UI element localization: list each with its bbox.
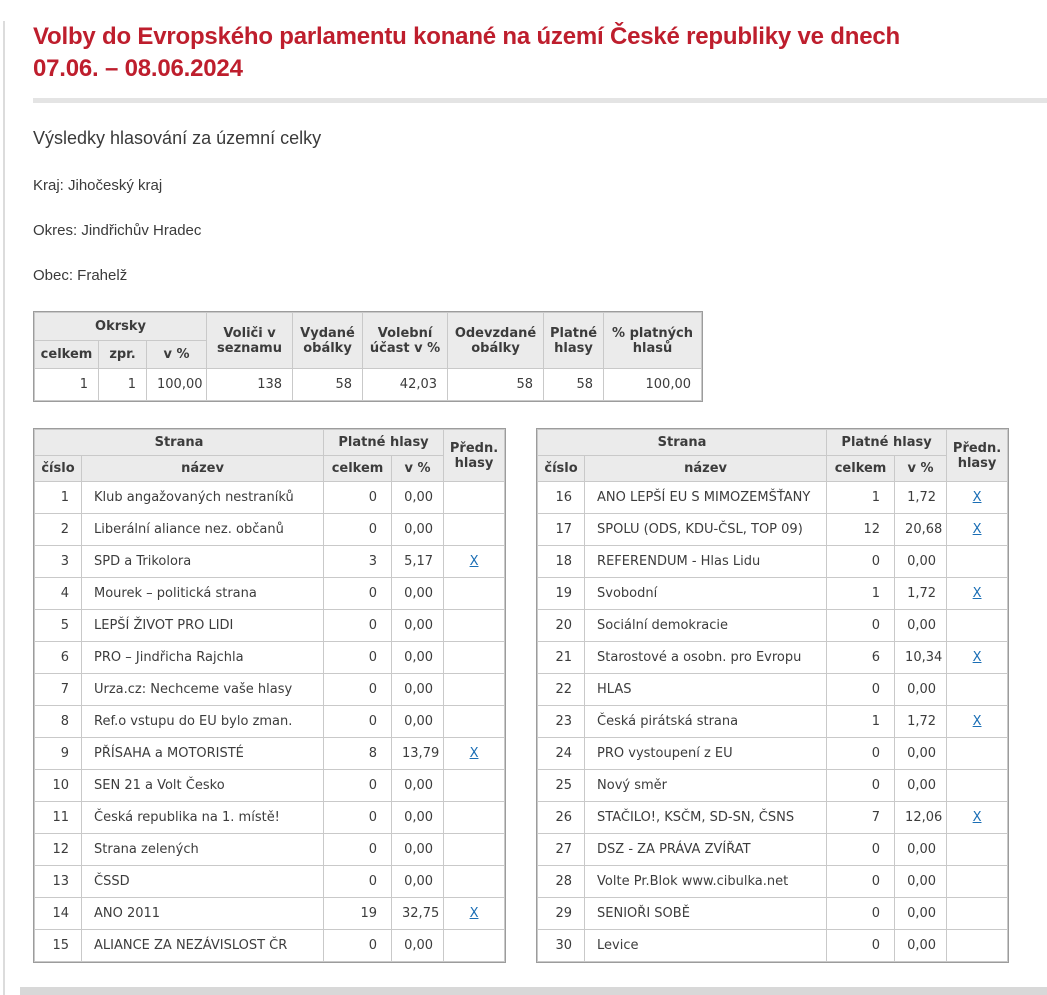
pref-votes-cell xyxy=(444,770,505,802)
pref-votes-cell xyxy=(947,578,1008,610)
party-votes-pct: 13,79 xyxy=(392,738,444,770)
party-number: 11 xyxy=(35,802,82,834)
pref-votes-cell xyxy=(444,482,505,514)
pref-votes-cell xyxy=(947,738,1008,770)
party-votes-pct: 12,06 xyxy=(895,802,947,834)
pref-votes-cell xyxy=(444,514,505,546)
vydane-obalky-value: 58 xyxy=(293,369,363,401)
party-number: 5 xyxy=(35,610,82,642)
party-name: Starostové a osobn. pro Evropu xyxy=(585,642,827,674)
party-votes-pct: 0,00 xyxy=(392,514,444,546)
party-row xyxy=(538,770,1008,802)
party-number: 10 xyxy=(35,770,82,802)
party-votes-total: 0 xyxy=(827,738,895,770)
header-strana: Strana xyxy=(35,430,324,456)
party-name: SENIOŘI SOBĚ xyxy=(585,898,827,930)
pref-votes-cell xyxy=(947,610,1008,642)
header-celkem: celkem xyxy=(324,456,392,482)
ucast-value: 42,03 xyxy=(363,369,448,401)
party-number: 7 xyxy=(35,674,82,706)
pref-votes-cell xyxy=(947,802,1008,834)
okrsky-pct-value: 100,00 xyxy=(147,369,207,401)
party-row xyxy=(35,578,505,610)
header-nazev: název xyxy=(82,456,324,482)
party-number: 1 xyxy=(35,482,82,514)
party-number: 2 xyxy=(35,514,82,546)
party-name: HLAS xyxy=(585,674,827,706)
party-row xyxy=(35,898,505,930)
party-votes-pct: 1,72 xyxy=(895,706,947,738)
platne-hlasy-value: 58 xyxy=(544,369,604,401)
party-row xyxy=(538,578,1008,610)
pref-votes-cell xyxy=(947,770,1008,802)
party-name: SEN 21 a Volt Česko xyxy=(82,770,324,802)
party-name: Urza.cz: Nechceme vaše hlasy xyxy=(82,674,324,706)
header-volici-v-seznamu: Voliči v seznamu xyxy=(207,313,293,369)
party-number: 30 xyxy=(538,930,585,962)
party-votes-pct: 5,17 xyxy=(392,546,444,578)
pref-votes-cell xyxy=(947,706,1008,738)
header-platne-hlasy: Platné hlasy xyxy=(324,430,444,456)
party-row xyxy=(35,930,505,962)
party-name: PŘÍSAHA a MOTORISTÉ xyxy=(82,738,324,770)
party-votes-pct: 0,00 xyxy=(392,610,444,642)
party-table-right xyxy=(537,429,1008,962)
party-votes-pct: 0,00 xyxy=(392,706,444,738)
party-votes-total: 0 xyxy=(827,546,895,578)
pref-votes-cell xyxy=(444,706,505,738)
party-table-left xyxy=(34,429,505,962)
party-votes-total: 0 xyxy=(827,610,895,642)
pref-votes-cell xyxy=(947,642,1008,674)
party-votes-total: 0 xyxy=(324,802,392,834)
pref-votes-link[interactable]: X xyxy=(972,490,982,505)
party-row xyxy=(35,834,505,866)
pref-votes-cell xyxy=(444,802,505,834)
pref-votes-cell xyxy=(444,866,505,898)
pref-votes-cell xyxy=(947,674,1008,706)
pref-votes-link[interactable]: X xyxy=(469,746,479,761)
section-title: Výsledky hlasování za územní celky xyxy=(33,128,322,148)
party-votes-total: 0 xyxy=(827,898,895,930)
party-votes-total: 0 xyxy=(324,482,392,514)
pref-votes-link[interactable]: X xyxy=(972,714,982,729)
party-number: 19 xyxy=(538,578,585,610)
party-row xyxy=(35,482,505,514)
pref-votes-link[interactable]: X xyxy=(972,586,982,601)
header-okrsky: Okrsky xyxy=(35,313,207,341)
summary-table xyxy=(34,312,702,401)
party-name: Sociální demokracie xyxy=(585,610,827,642)
pref-votes-cell xyxy=(947,866,1008,898)
pref-votes-link[interactable]: X xyxy=(972,650,982,665)
party-number: 21 xyxy=(538,642,585,674)
results-page xyxy=(0,21,1047,963)
bottom-bar xyxy=(20,987,1047,995)
party-votes-total: 1 xyxy=(827,706,895,738)
page-title xyxy=(33,21,1003,85)
pref-votes-cell xyxy=(444,738,505,770)
header-vydane-obalky: Vydané obálky xyxy=(293,313,363,369)
party-row xyxy=(538,866,1008,898)
party-name: PRO vystoupení z EU xyxy=(585,738,827,770)
party-votes-pct: 0,00 xyxy=(895,674,947,706)
party-number: 15 xyxy=(35,930,82,962)
party-votes-pct: 0,00 xyxy=(392,482,444,514)
party-votes-total: 1 xyxy=(827,578,895,610)
party-row xyxy=(35,546,505,578)
party-votes-total: 1 xyxy=(827,482,895,514)
party-number: 16 xyxy=(538,482,585,514)
party-number: 22 xyxy=(538,674,585,706)
party-number: 13 xyxy=(35,866,82,898)
party-name: LEPŠÍ ŽIVOT PRO LIDI xyxy=(82,610,324,642)
header-predn-hlasy: Předn. hlasy xyxy=(444,430,505,482)
header-cislo: číslo xyxy=(35,456,82,482)
party-name: SPOLU (ODS, KDU-ČSL, TOP 09) xyxy=(585,514,827,546)
party-votes-pct: 0,00 xyxy=(392,578,444,610)
pref-votes-link[interactable]: X xyxy=(972,522,982,537)
district-label: Okres: Jindřichův Hradec xyxy=(33,222,202,239)
party-votes-pct: 0,00 xyxy=(895,834,947,866)
party-name: ANO 2011 xyxy=(82,898,324,930)
party-name: Česká pirátská strana xyxy=(585,706,827,738)
party-votes-total: 6 xyxy=(827,642,895,674)
party-votes-pct: 0,00 xyxy=(895,866,947,898)
header-platne-hlasy: Platné hlasy xyxy=(827,430,947,456)
party-row xyxy=(538,674,1008,706)
party-row xyxy=(35,738,505,770)
pref-votes-cell xyxy=(444,930,505,962)
party-row xyxy=(35,802,505,834)
okrsky-celkem-value: 1 xyxy=(35,369,99,401)
pref-votes-cell xyxy=(444,898,505,930)
party-row xyxy=(35,610,505,642)
party-votes-pct: 10,34 xyxy=(895,642,947,674)
party-row xyxy=(538,706,1008,738)
pref-votes-link[interactable]: X xyxy=(972,810,982,825)
header-okrsky-v-pct: v % xyxy=(147,341,207,369)
party-votes-pct: 0,00 xyxy=(392,834,444,866)
party-number: 3 xyxy=(35,546,82,578)
party-row xyxy=(35,706,505,738)
header-pct-platnych-hlasu: % platných hlasů xyxy=(604,313,702,369)
header-strana: Strana xyxy=(538,430,827,456)
party-votes-pct: 0,00 xyxy=(895,930,947,962)
party-tables xyxy=(33,428,1003,963)
party-number: 26 xyxy=(538,802,585,834)
party-votes-total: 0 xyxy=(324,674,392,706)
party-votes-pct: 0,00 xyxy=(895,546,947,578)
pref-votes-cell xyxy=(947,514,1008,546)
party-row xyxy=(35,642,505,674)
party-name: Ref.o vstupu do EU bylo zman. xyxy=(82,706,324,738)
party-votes-total: 0 xyxy=(324,834,392,866)
party-votes-total: 0 xyxy=(827,834,895,866)
summary-data-row xyxy=(35,369,702,401)
header-okrsky-zpr: zpr. xyxy=(99,341,147,369)
pref-votes-cell xyxy=(947,482,1008,514)
party-votes-pct: 0,00 xyxy=(392,674,444,706)
party-row xyxy=(538,482,1008,514)
header-okrsky-celkem: celkem xyxy=(35,341,99,369)
party-votes-pct: 0,00 xyxy=(392,642,444,674)
page-left-edge xyxy=(3,21,5,995)
party-row xyxy=(538,930,1008,962)
party-number: 28 xyxy=(538,866,585,898)
party-name: Liberální aliance nez. občanů xyxy=(82,514,324,546)
header-v-pct: v % xyxy=(895,456,947,482)
party-votes-total: 0 xyxy=(324,930,392,962)
party-votes-total: 0 xyxy=(827,930,895,962)
party-number: 12 xyxy=(35,834,82,866)
region-label: Kraj: Jihočeský kraj xyxy=(33,177,163,194)
party-number: 9 xyxy=(35,738,82,770)
party-name: ALIANCE ZA NEZÁVISLOST ČR xyxy=(82,930,324,962)
page-title-line1: Volby do Evropského parlamentu konané na území České republiky ve dnech xyxy=(33,23,900,50)
party-row xyxy=(538,802,1008,834)
party-row xyxy=(35,770,505,802)
party-table-left-wrap xyxy=(33,428,506,963)
municipality-label: Obec: Frahelž xyxy=(33,267,128,284)
party-votes-total: 3 xyxy=(324,546,392,578)
party-name: PRO – Jindřicha Rajchla xyxy=(82,642,324,674)
territory-info xyxy=(33,177,1003,284)
pref-votes-cell xyxy=(444,834,505,866)
party-row xyxy=(538,834,1008,866)
pref-votes-link[interactable]: X xyxy=(469,906,479,921)
volici-value: 138 xyxy=(207,369,293,401)
party-votes-total: 12 xyxy=(827,514,895,546)
party-row xyxy=(35,514,505,546)
party-votes-pct: 0,00 xyxy=(895,610,947,642)
party-name: ANO LEPŠÍ EU S MIMOZEMŠŤANY xyxy=(585,482,827,514)
party-votes-total: 19 xyxy=(324,898,392,930)
party-table-right-wrap xyxy=(536,428,1009,963)
pref-votes-cell xyxy=(444,546,505,578)
pref-votes-cell xyxy=(947,898,1008,930)
party-row xyxy=(538,514,1008,546)
party-name: Mourek – politická strana xyxy=(82,578,324,610)
title-divider xyxy=(33,98,1047,103)
party-votes-pct: 0,00 xyxy=(895,898,947,930)
party-votes-pct: 32,75 xyxy=(392,898,444,930)
header-v-pct: v % xyxy=(392,456,444,482)
party-votes-pct: 0,00 xyxy=(392,866,444,898)
party-row xyxy=(538,610,1008,642)
header-volebni-ucast: Volební účast v % xyxy=(363,313,448,369)
party-name: Levice xyxy=(585,930,827,962)
header-predn-hlasy: Předn. hlasy xyxy=(947,430,1008,482)
party-name: Nový směr xyxy=(585,770,827,802)
party-number: 27 xyxy=(538,834,585,866)
party-row xyxy=(538,642,1008,674)
pref-votes-cell xyxy=(444,674,505,706)
party-votes-total: 0 xyxy=(324,866,392,898)
party-name: SPD a Trikolora xyxy=(82,546,324,578)
pref-votes-cell xyxy=(444,642,505,674)
party-row xyxy=(35,674,505,706)
party-votes-total: 0 xyxy=(827,866,895,898)
party-name: ČSSD xyxy=(82,866,324,898)
party-number: 23 xyxy=(538,706,585,738)
party-number: 20 xyxy=(538,610,585,642)
party-votes-pct: 0,00 xyxy=(895,738,947,770)
pref-votes-cell xyxy=(444,578,505,610)
pref-votes-cell xyxy=(947,834,1008,866)
header-cislo: číslo xyxy=(538,456,585,482)
party-votes-total: 0 xyxy=(827,770,895,802)
pref-votes-cell xyxy=(947,546,1008,578)
party-row xyxy=(538,738,1008,770)
party-row xyxy=(538,546,1008,578)
party-name: Klub angažovaných nestraníků xyxy=(82,482,324,514)
party-votes-pct: 0,00 xyxy=(392,770,444,802)
header-celkem: celkem xyxy=(827,456,895,482)
party-votes-total: 8 xyxy=(324,738,392,770)
party-number: 24 xyxy=(538,738,585,770)
pref-votes-cell xyxy=(444,610,505,642)
page-title-line2: 07.06. – 08.06.2024 xyxy=(33,55,243,82)
party-votes-total: 0 xyxy=(324,642,392,674)
party-votes-total: 0 xyxy=(324,610,392,642)
party-votes-total: 0 xyxy=(827,674,895,706)
party-number: 29 xyxy=(538,898,585,930)
pref-votes-cell xyxy=(947,930,1008,962)
party-number: 17 xyxy=(538,514,585,546)
party-votes-pct: 0,00 xyxy=(392,930,444,962)
okrsky-zpr-value: 1 xyxy=(99,369,147,401)
party-votes-total: 0 xyxy=(324,514,392,546)
party-number: 6 xyxy=(35,642,82,674)
party-name: DSZ - ZA PRÁVA ZVÍŘAT xyxy=(585,834,827,866)
party-name: REFERENDUM - Hlas Lidu xyxy=(585,546,827,578)
party-votes-total: 7 xyxy=(827,802,895,834)
party-votes-total: 0 xyxy=(324,578,392,610)
party-row xyxy=(538,898,1008,930)
odevzdane-obalky-value: 58 xyxy=(448,369,544,401)
party-row xyxy=(35,866,505,898)
party-votes-pct: 0,00 xyxy=(392,802,444,834)
header-odevzdane-obalky: Odevzdané obálky xyxy=(448,313,544,369)
party-votes-pct: 0,00 xyxy=(895,770,947,802)
party-votes-total: 0 xyxy=(324,706,392,738)
header-platne-hlasy: Platné hlasy xyxy=(544,313,604,369)
summary-table-wrap xyxy=(33,311,703,402)
party-number: 25 xyxy=(538,770,585,802)
header-nazev: název xyxy=(585,456,827,482)
party-name: Strana zelených xyxy=(82,834,324,866)
pref-votes-link[interactable]: X xyxy=(469,554,479,569)
party-number: 8 xyxy=(35,706,82,738)
party-name: STAČILO!, KSČM, SD-SN, ČSNS xyxy=(585,802,827,834)
party-number: 18 xyxy=(538,546,585,578)
party-votes-pct: 1,72 xyxy=(895,578,947,610)
party-name: Česká republika na 1. místě! xyxy=(82,802,324,834)
party-votes-pct: 20,68 xyxy=(895,514,947,546)
pct-platnych-value: 100,00 xyxy=(604,369,702,401)
party-number: 4 xyxy=(35,578,82,610)
party-name: Svobodní xyxy=(585,578,827,610)
party-votes-pct: 1,72 xyxy=(895,482,947,514)
party-votes-total: 0 xyxy=(324,770,392,802)
party-number: 14 xyxy=(35,898,82,930)
party-name: Volte Pr.Blok www.cibulka.net xyxy=(585,866,827,898)
